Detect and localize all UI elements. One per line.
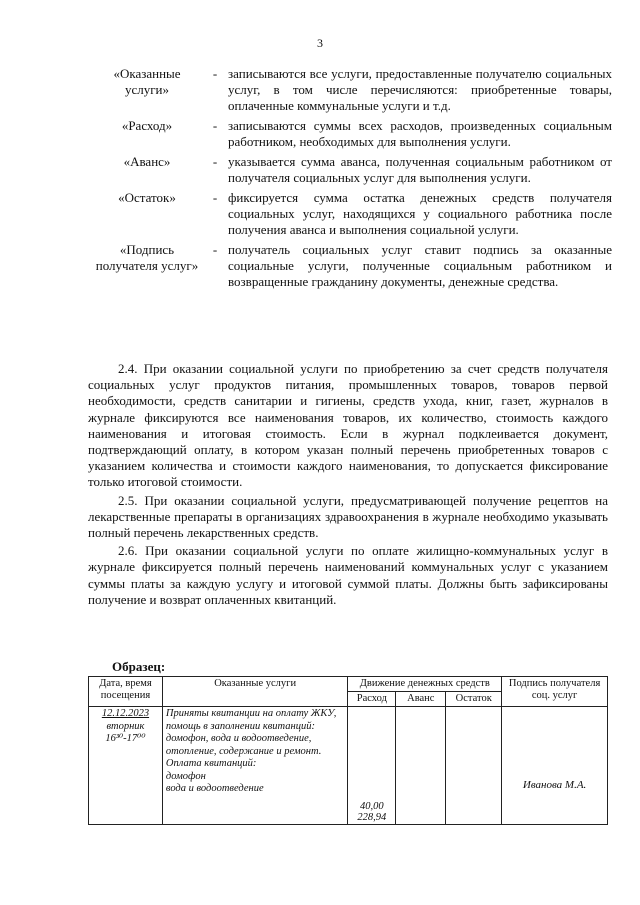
term-dash: - bbox=[212, 66, 218, 81]
header-signature: Подпись получателя соц. услуг bbox=[502, 677, 608, 707]
term-name: «Подпись получателя услуг» bbox=[95, 242, 199, 273]
header-date: Дата, время посещения bbox=[89, 677, 163, 707]
signature: Иванова М.А. bbox=[502, 707, 608, 825]
term-dash: - bbox=[212, 190, 218, 205]
cell-expense bbox=[348, 707, 396, 825]
cell-date bbox=[89, 707, 163, 825]
services-line: Приняты квитанции на оплату ЖКУ, помощь в заполнении квитанций: домофон, вода и водоотведение, отопление, содержание и ремонт. bbox=[165, 708, 337, 757]
header-remainder: Остаток bbox=[446, 692, 502, 707]
visit-weekday: вторник bbox=[106, 720, 145, 732]
body-paragraphs bbox=[88, 361, 608, 610]
term-dash: - bbox=[212, 154, 218, 169]
terms-list bbox=[92, 66, 612, 294]
header-expense: Расход bbox=[348, 692, 396, 707]
term-name: «Аванс» bbox=[123, 154, 171, 169]
cell-services bbox=[162, 707, 347, 825]
term-row bbox=[92, 154, 612, 186]
term-row bbox=[92, 66, 612, 114]
cell-advance bbox=[396, 707, 446, 825]
header-advance: Аванс bbox=[396, 692, 446, 707]
services-line: Оплата квитанций: bbox=[165, 758, 257, 769]
paragraph-2-4: 2.4. При оказании социальной услуги по приобретению за счет средств получателя социальных услуг продуктов питания, промышленных товаров, товаров первой необходимости, средств санитарии и гигиены, средств ухода, книг, газет, журналов в журнале фиксируются все наименования товаров, их количество, стоимость каждого наименования и итоговая стоимость. Если в журнал подклеивается документ, подтверждающий оплату, в котором указан полный перечень приобретенных товаров с указанием количества и стоимости каждого наименования, то допускается фиксирование только итоговой стоимости. bbox=[88, 361, 608, 490]
paragraph-2-6: 2.6. При оказании социальной услуги по оплате жилищно-коммунальных услуг в журнале фиксируется полный перечень наименований коммунальных услуг с указанием суммы платы за каждую услугу и итоговой суммой платы. Должны быть зафиксированы получение и возврат оплаченных квитанций. bbox=[88, 543, 608, 607]
term-name: «Оказанные услуги» bbox=[113, 66, 181, 97]
term-definition: записываются все услуги, предоставленные получателю социальных услуг, в том числе перечисляются: приобретенные товары, оплаченные коммунальные услуги и т.д. bbox=[228, 66, 612, 113]
term-dash: - bbox=[212, 118, 218, 133]
header-services: Оказанные услуги bbox=[162, 677, 347, 707]
journal-sample-table bbox=[88, 676, 608, 825]
page-number: 3 bbox=[317, 36, 323, 50]
expense-value: 228,94 bbox=[357, 812, 387, 823]
term-definition: получатель социальных услуг ставит подпись за оказанные социальные услуги, полученные социальным работником и возвращенные гражданину документы, денежные средства. bbox=[228, 242, 612, 289]
term-definition: указывается сумма аванса, полученная социальным работником от получателя социальных услуг для выполнения услуги. bbox=[228, 154, 612, 185]
sample-label: Образец: bbox=[112, 659, 166, 674]
term-row bbox=[92, 242, 612, 290]
services-line: вода и водоотведение bbox=[165, 783, 264, 794]
term-row bbox=[92, 190, 612, 238]
cell-remainder bbox=[446, 707, 502, 825]
visit-date: 12.12.2023 bbox=[101, 708, 150, 719]
term-definition: фиксируется сумма остатка денежных средств получателя социальных услуг, находящихся у социального работника после получения аванса и выполнения социальной услуги. bbox=[228, 190, 612, 237]
term-name: «Расход» bbox=[121, 118, 173, 133]
header-money: Движение денежных средств bbox=[348, 677, 502, 692]
visit-time: 16³⁰-17⁰⁰ bbox=[105, 733, 146, 744]
paragraph-2-5: 2.5. При оказании социальной услуги, предусматривающей получение рецептов на лекарственные препараты в организациях здравоохранения в журнале необходимо указывать полный перечень лекарственных средств. bbox=[88, 492, 608, 541]
term-row bbox=[92, 118, 612, 150]
services-line: домофон bbox=[165, 770, 206, 782]
term-name: «Остаток» bbox=[118, 190, 176, 205]
expense-value: 40,00 bbox=[360, 801, 384, 812]
term-dash: - bbox=[212, 242, 218, 257]
term-definition: записываются суммы всех расходов, произведенных социальным работником, необходимых для выполнения услуги. bbox=[228, 118, 612, 149]
